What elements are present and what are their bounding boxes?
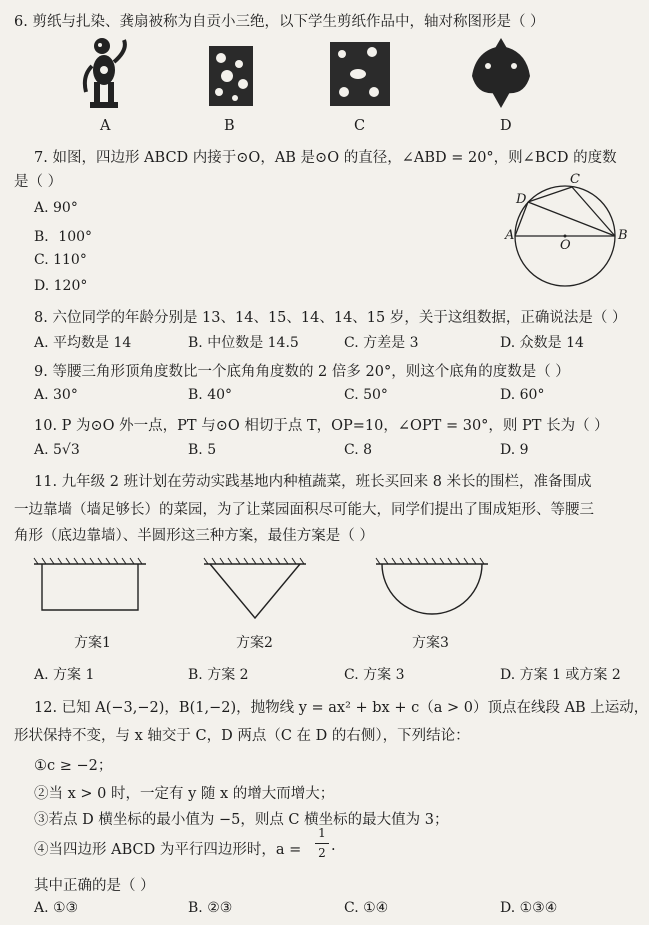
question-12-option-a: A. ①③ [34,900,79,916]
papercut-pattern-image [207,44,255,108]
plan3-semicircle-diagram [372,556,492,626]
question-11-option-c: C. 方案 3 [344,667,405,683]
question-11-option-b: B. 方案 2 [188,667,249,683]
figure-label-o: O [560,238,571,253]
conclusion-4-end: . [331,838,336,854]
plan1-rectangle-diagram [30,556,150,616]
fraction-numerator: 1 [318,826,326,840]
figure-label-b: B [618,228,628,243]
fraction-bar [315,843,329,844]
option-label-a: A [100,118,111,134]
question-11-option-a: A. 方案 1 [34,667,95,683]
papercut-monkey-image [80,36,130,114]
question-7-option-c: C. 110° [34,252,87,268]
question-7-option-b: B．100° [34,229,93,245]
question-12-option-b: B. ②③ [188,900,233,916]
question-7-option-d: D. 120° [34,278,88,294]
figure-label-c: C [570,172,580,187]
question-9-option-a: A. 30° [34,387,78,403]
question-11-stem-line3: 角形（底边靠墙）、半圆形这三种方案，最佳方案是（ ） [14,528,374,544]
question-8-option-d: D. 众数是 14 [500,335,584,351]
figure-label-a: A [505,228,515,243]
papercut-fish-image [466,36,536,110]
conclusion-1: ①c ≥ −2； [34,758,113,774]
question-7-option-a: A. 90° [34,200,78,216]
figure-label-d: D [516,192,527,207]
question-7-stem: 7. 如图，四边形 ABCD 内接于⊙O，AB 是⊙O 的直径，∠ABD = 20°，则∠BCD 的度数 [34,150,617,166]
option-label-b: B [224,118,235,134]
question-12-stem-line1: 12. 已知 A(−3,−2)，B(1,−2)，抛物线 y = ax² + bx + c（a > 0）顶点在线段 AB 上运动， [34,700,649,716]
question-8-option-a: A. 平均数是 14 [34,335,132,351]
fraction-denominator: 2 [318,846,326,860]
option-label-d: D [500,118,512,134]
question-8-option-c: C. 方差是 3 [344,335,419,351]
conclusion-2: ②当 x > 0 时，一定有 y 随 x 的增大而增大； [34,786,335,802]
question-9-option-d: D. 60° [500,387,545,403]
question-11-stem-line1: 11. 九年级 2 班计划在劳动实践基地内种植蔬菜，班长买回来 8 米长的围栏，准备围成 [34,474,592,490]
question-8-stem: 8. 六位同学的年龄分别是 13、14、15、14、14、15 岁，关于这组数据，正确说法是（ ） [34,310,627,326]
conclusion-4: ④当四边形 ABCD 为平行四边形时，a = [34,842,302,858]
question-10-option-c: C. 8 [344,442,373,458]
conclusion-3: ③若点 D 横坐标的最小值为 −5，则点 C 横坐标的最大值为 3； [34,812,449,828]
question-12-ask: 其中正确的是（ ） [34,878,155,894]
question-6-stem: 6. 剪纸与扎染、龚扇被称为自贡小三绝，以下学生剪纸作品中，轴对称图形是（ ） [14,14,545,30]
question-12-option-d: D. ①③④ [500,900,558,916]
question-10-option-d: D. 9 [500,442,529,458]
plan2-triangle-diagram [200,556,310,622]
question-9-option-b: B. 40° [188,387,233,403]
plan3-label: 方案3 [412,635,449,651]
option-label-c: C [354,118,366,134]
question-11-stem-line2: 一边靠墙（墙足够长）的菜园，为了让菜园面积尽可能大，同学们提出了围成矩形、等腰三 [14,502,594,518]
question-10-option-b: B. 5 [188,442,217,458]
plan2-label: 方案2 [236,635,273,651]
question-10-option-a: A. 5√3 [34,442,80,458]
papercut-ox-image [328,38,392,110]
question-9-option-c: C. 50° [344,387,388,403]
question-12-stem-line2: 形状保持不变，与 x 轴交于 C，D 两点（C 在 D 的右侧），下列结论： [14,728,470,744]
question-12-option-c: C. ①④ [344,900,389,916]
question-9-stem: 9. 等腰三角形顶角度数比一个底角角度数的 2 倍多 20°，则这个底角的度数是（ ） [34,364,570,380]
question-10-stem: 10. P 为⊙O 外一点，PT 与⊙O 相切于点 T，OP=10，∠OPT = 30°，则 PT 长为（ ） [34,418,609,434]
question-8-option-b: B. 中位数是 14.5 [188,335,299,351]
question-11-option-d: D. 方案 1 或方案 2 [500,667,621,683]
plan1-label: 方案1 [74,635,111,651]
question-7-stem-cont: 是（ ） [14,174,63,190]
